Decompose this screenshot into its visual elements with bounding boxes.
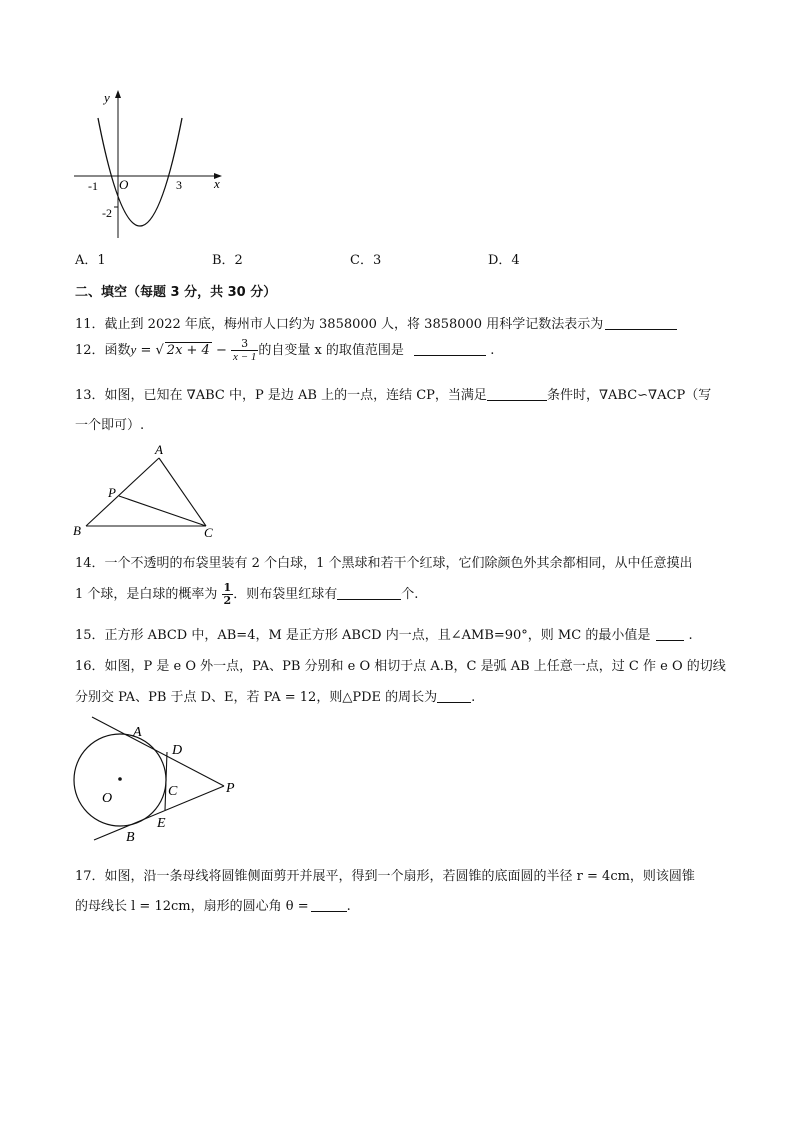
question-12-suffix: 的自变量 x 的取值范围是	[258, 343, 404, 358]
probability-denominator: 2	[223, 594, 232, 607]
question-13-text: 13．如图，已知在 ∇ABC 中，P 是边 AB 上的一点，连结 CP，当满足	[75, 388, 487, 403]
question-12-prefix: 12．函数	[75, 343, 131, 358]
question-17-line2	[75, 895, 351, 914]
sqrt-expression: 2x + 4	[166, 343, 210, 358]
tick-label-3: 3	[176, 178, 182, 192]
question-16-line1: 16．如图，P 是 e O 外一点，PA、PB 分别和 e O 相切于点 A.B，C 是弧 AB 上任意一点，过 C 作 e O 的切线	[75, 659, 726, 674]
triangle-abc-figure	[68, 440, 228, 540]
vertex-a-label: A	[155, 442, 163, 457]
point-c-label: C	[168, 784, 178, 799]
option-b: B．2	[212, 253, 243, 268]
center-o-label: O	[102, 791, 113, 806]
question-14-prefix: 1 个球，是白球的概率为	[75, 587, 218, 602]
question-17-text: 的母线长 l = 12cm，扇形的圆心角 θ =	[75, 899, 309, 914]
question-14-suffix: 个.	[401, 587, 419, 602]
point-a-label: A	[133, 725, 142, 740]
side-ab	[86, 458, 159, 526]
question-13-text-after: 条件时，∇ABC∽∇ACP（写	[546, 388, 712, 403]
origin-label: O	[119, 177, 129, 192]
minus-sign: −	[215, 343, 227, 358]
answer-blank-17[interactable]	[311, 897, 347, 912]
point-d-label: D	[172, 743, 183, 758]
side-ac	[159, 458, 206, 526]
question-13-line2: 一个即可）.	[75, 418, 145, 433]
option-a: A．1	[75, 253, 106, 268]
question-16-line2	[75, 686, 475, 705]
option-c: C．3	[350, 253, 382, 268]
answer-blank-12[interactable]	[414, 341, 486, 356]
parabola-graph	[68, 88, 238, 240]
answer-blank-13[interactable]	[487, 386, 547, 401]
tick-label-neg2: -2	[102, 206, 112, 220]
question-14-line2	[75, 582, 418, 607]
fraction-numerator: 3	[231, 338, 258, 351]
question-17-line1: 17．如图，沿一条母线将圆锥侧面剪开并展平，得到一个扇形，若圆锥的底面圆的半径 r = 4cm，则该圆锥	[75, 869, 695, 884]
answer-blank-15[interactable]	[656, 626, 684, 641]
center-o-dot	[118, 777, 122, 781]
probability-numerator: 1	[223, 581, 232, 594]
question-15-text: 15．正方形 ABCD 中，AB=4，M 是正方形 ABCD 内一点，且∠AMB=90°，则 MC 的最小值是	[75, 628, 651, 643]
question-11-text: 11．截止到 2022 年底，梅州市人口约为 3858000 人，将 3858000 用科学记数法表示为	[75, 317, 604, 332]
tangent-de	[165, 752, 167, 810]
vertex-b-label: B	[73, 523, 81, 538]
tangent-pa	[92, 717, 224, 786]
tangent-pb	[94, 786, 224, 840]
probability-fraction	[222, 582, 234, 607]
fraction-denominator: x − 1	[233, 351, 257, 363]
question-14-line1: 14．一个不透明的布袋里装有 2 个白球，1 个黑球和若干个红球，它们除颜色外其余都相同，从中任意摸出	[75, 556, 693, 571]
point-p-label: P	[226, 781, 235, 796]
vertex-c-label: C	[204, 525, 213, 540]
fraction-3-over-x-minus-1	[231, 338, 258, 363]
question-17-end: .	[346, 899, 351, 914]
point-e-label: E	[157, 816, 166, 831]
x-axis-label: x	[214, 176, 220, 191]
question-16-end: .	[471, 690, 476, 705]
answer-blank-11[interactable]	[605, 315, 677, 330]
option-d: D．4	[488, 253, 520, 268]
question-14-mid: ．则布袋里红球有	[233, 587, 338, 602]
answer-blank-16[interactable]	[437, 688, 471, 703]
question-13-line1	[75, 384, 711, 403]
point-p-label: P	[108, 485, 116, 500]
answer-blank-14[interactable]	[337, 585, 401, 600]
question-12: 12．函数y = √ 2x + 4 − $\frac{3}{x - 1}$ 的自变量 x 的取值范围是 .	[75, 337, 495, 363]
question-11	[75, 313, 677, 332]
y-axis-arrow-icon	[115, 90, 121, 98]
circle-tangent-figure	[60, 714, 260, 844]
question-15-end: .	[688, 628, 693, 643]
tick-label-neg1: -1	[88, 179, 98, 193]
question-15	[75, 624, 693, 643]
function-y: y	[130, 342, 137, 357]
section-title: 二、填空（每题 3 分，共 30 分）	[75, 285, 277, 300]
y-axis-label: y	[104, 90, 110, 105]
question-16-text: 分别交 PA、PB 于点 D、E，若 PA = 12，则△PDE 的周长为	[75, 690, 438, 705]
point-b-label: B	[126, 830, 135, 844]
segment-cp	[119, 496, 206, 526]
